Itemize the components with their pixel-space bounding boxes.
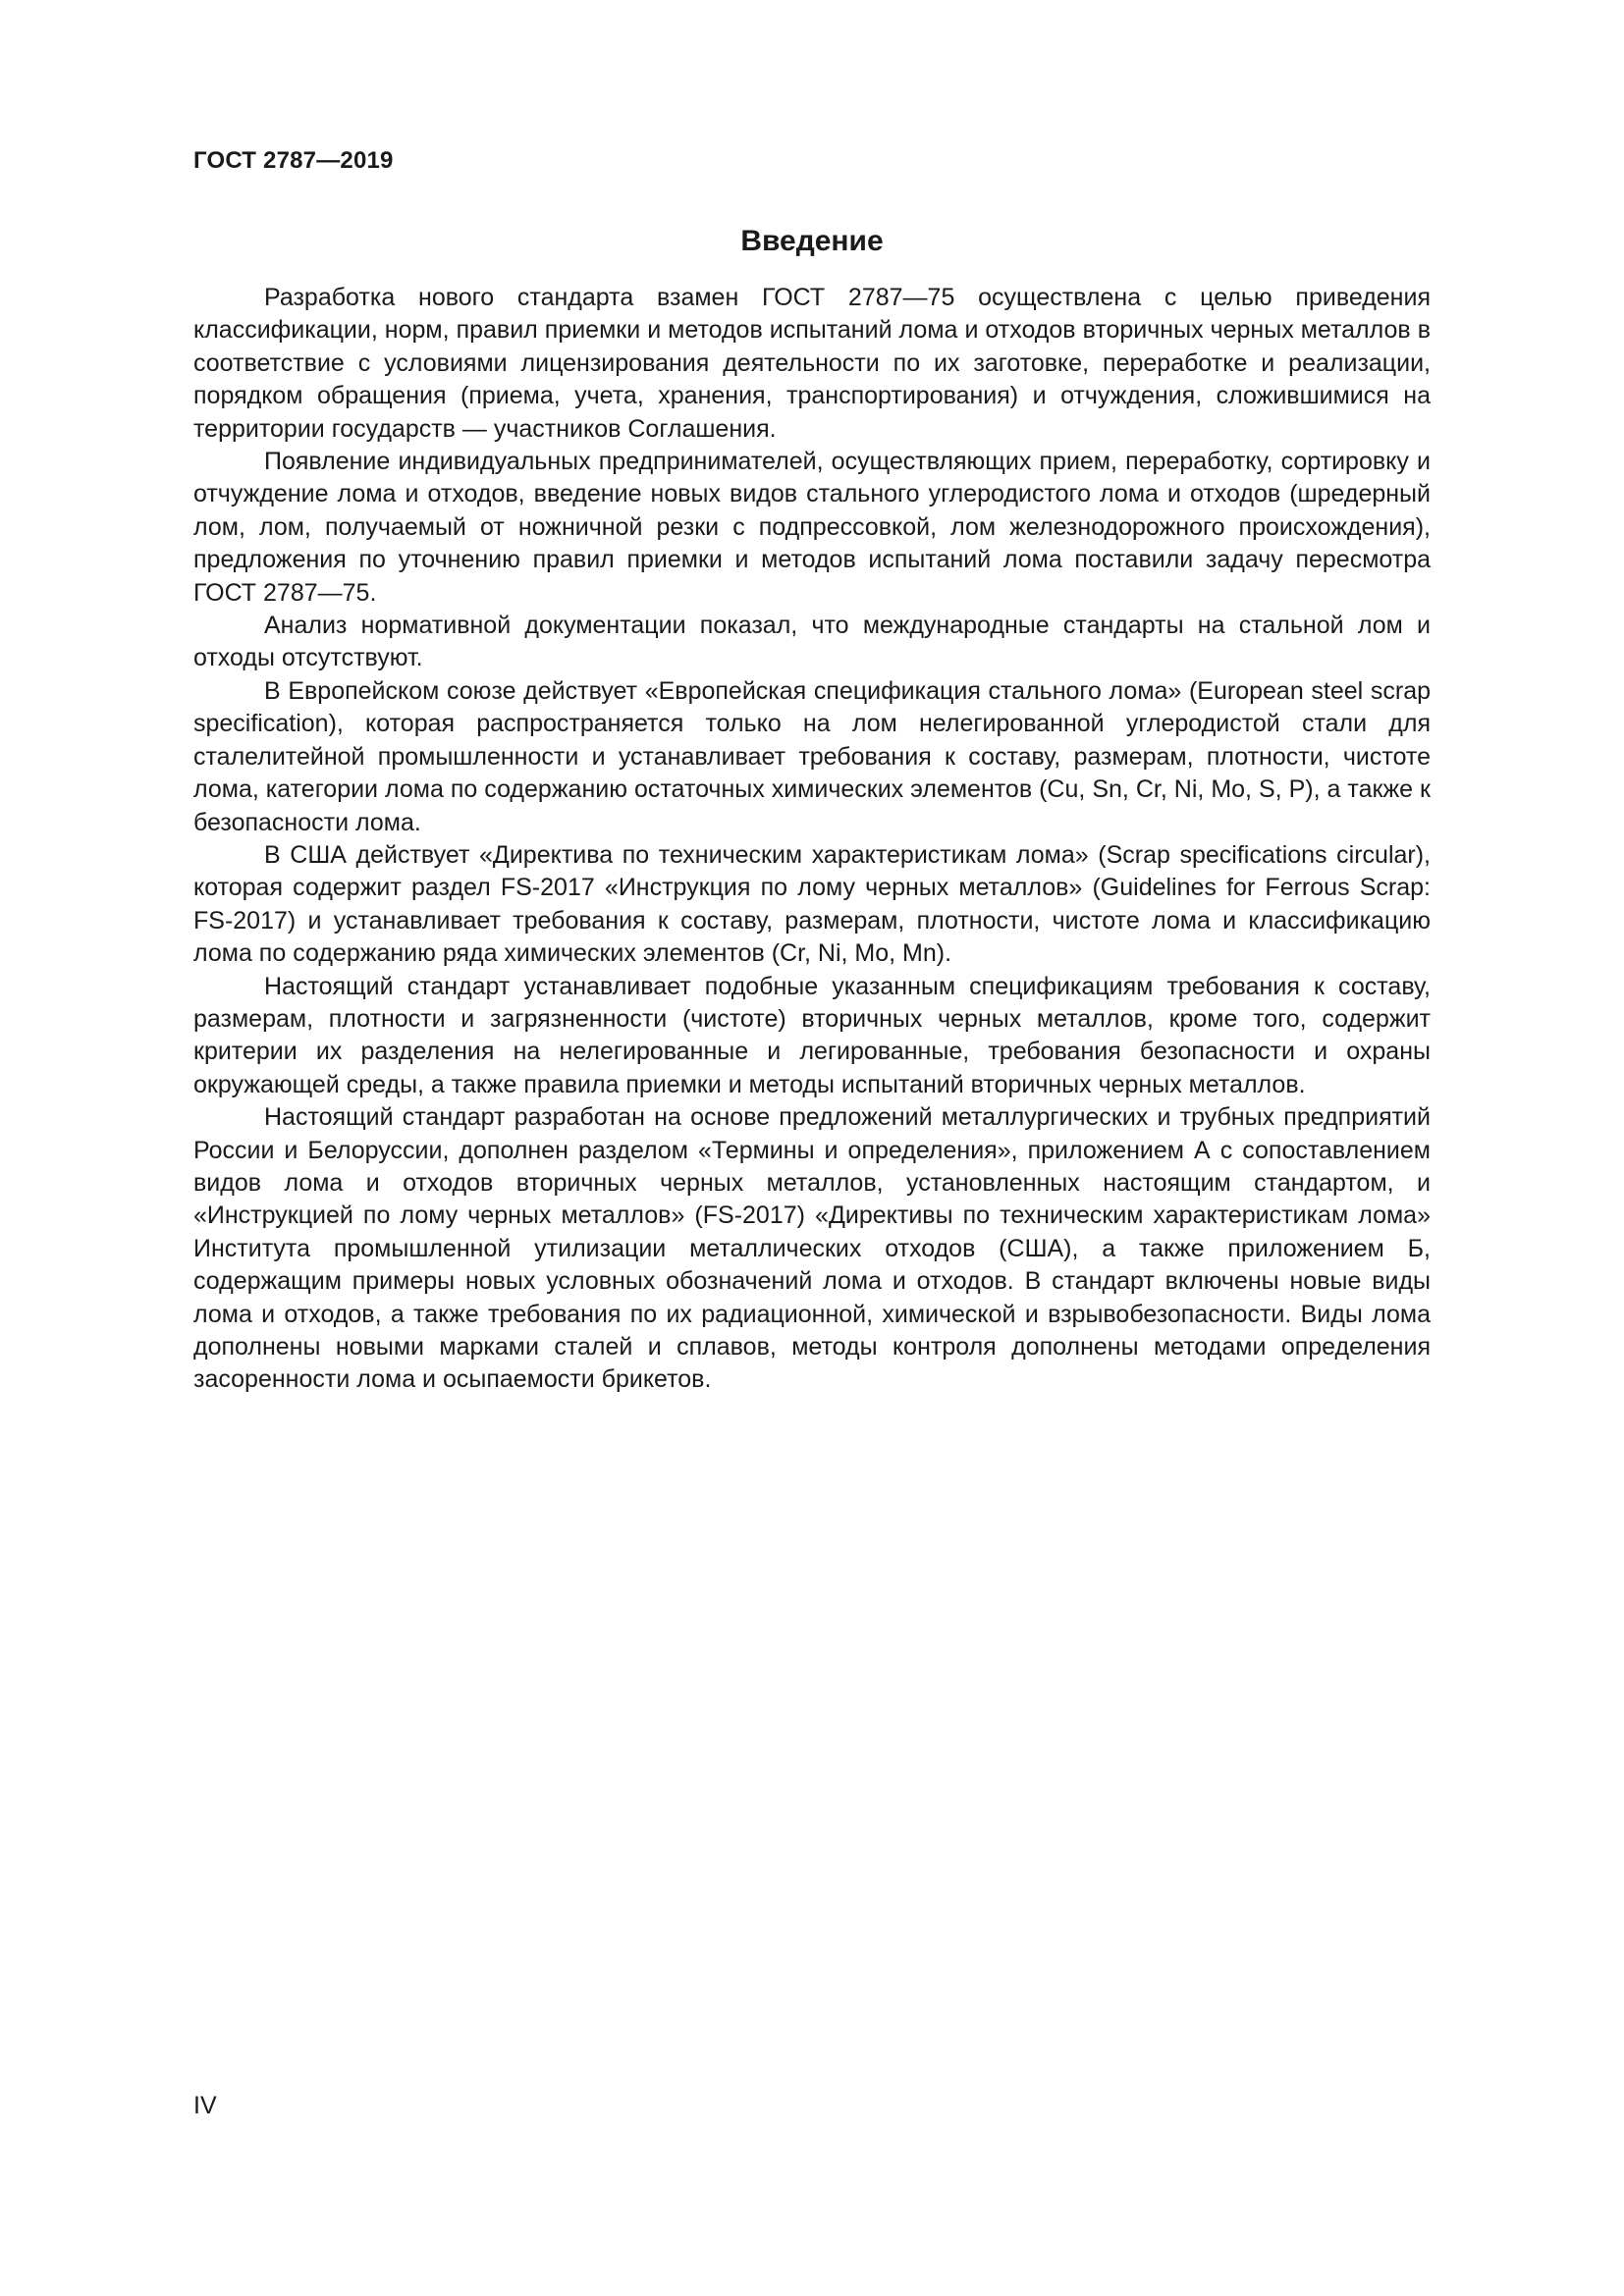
introduction-body [193, 282, 1431, 1397]
standard-code-header: ГОСТ 2787—2019 [193, 147, 394, 174]
paragraph-7: Настоящий стандарт разработан на основе предложений металлургических и трубных предприятий России и Белоруссии, дополнен разделом «Термины и определения», приложением А с сопоставлением видов лома и отходов вторичных черных металлов, установленных настоящим стандартом, и «Инструкцией по лому черных металлов» (FS-2017) «Директивы по техническим характеристикам лома» Института промышленной утилизации металлических отходов (США), а также приложением Б, содержащим примеры новых условных обозначений лома и отходов. В стандарт включены новые виды лома и отходов, а также требования по их радиационной, химической и взрывобезопасности. Виды лома дополнены новыми марками сталей и сплавов, методы контроля дополнены методами определения засоренности лома и осыпаемости брикетов. [193, 1103, 1431, 1394]
paragraph-2: Появление индивидуальных предпринимателей, осуществляющих прием, переработку, сортировку и отчуждение лома и отходов, введение новых видов стального углеродистого лома и отходов (шредерный лом, лом, получаемый от ножничной резки с подпрессовкой, лом железнодорожного происхождения), предложения по уточнению правил приемки и методов испытаний лома поставили задачу пересмотра ГОСТ 2787—75. [193, 448, 1431, 607]
paragraph-5: В США действует «Директива по техническим характеристикам лома» (Scrap specifications circular), которая содержит раздел FS-2017 «Инструкция по лому черных металлов» (Guidelines for Ferrous Scrap: FS-2017) и устанавливает требования к составу, размерам, плотности, чистоте лома и классификацию лома по содержанию ряда химических элементов (Cr, Ni, Mo, Mn). [193, 840, 1431, 968]
page-number: IV [193, 2092, 217, 2119]
paragraph-4: В Европейском союзе действует «Европейская спецификация стального лома» (European steel scrap specification), которая распространяется только на лом нелегированной углеродистой стали для сталелитейной промышленности и устанавливает требования к составу, размерам, плотности, чистоте лома, категории лома по содержанию остаточных химических элементов (Cu, Sn, Cr, Ni, Mo, S, P), а также к безопасности лома. [193, 676, 1431, 836]
paragraph-3: Анализ нормативной документации показал, что международные стандарты на стальной лом и отходы отсутствуют. [193, 612, 1431, 672]
paragraph-1: Разработка нового стандарта взамен ГОСТ 2787—75 осуществлена с целью приведения классификации, норм, правил приемки и методов испытаний лома и отходов вторичных черных металлов в соответствие с условиями лицензирования деятельности по их заготовке, переработке и реализации, порядком обращения (приема, учета, хранения, транспортирования) и отчуждения, сложившимися на территории государств — участников Соглашения. [193, 284, 1431, 443]
paragraph-6: Настоящий стандарт устанавливает подобные указанным спецификациям требования к составу, размерам, плотности и загрязненности (чистоте) вторичных черных металлов, кроме того, содержит критерии их разделения на нелегированные и легированные, требования безопасности и охраны окружающей среды, а также правила приемки и методы испытаний вторичных черных металлов. [193, 972, 1431, 1098]
section-title: Введение [740, 225, 884, 257]
